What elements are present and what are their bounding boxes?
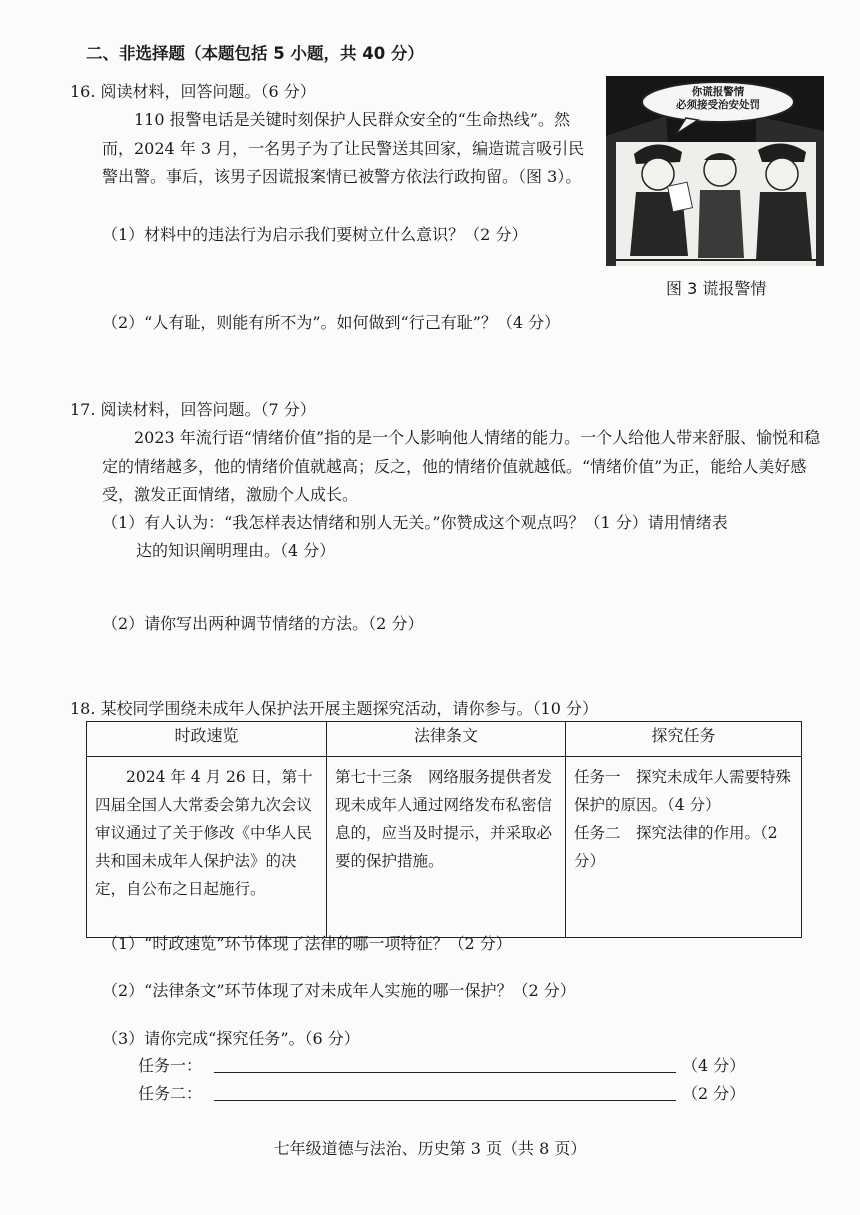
question-18-sub2: （2）“法律条文”环节体现了对未成年人实施的哪一保护？（2 分） [102, 981, 576, 1000]
task2-answer-line[interactable] [214, 1100, 676, 1101]
header-news: 时政速览 [87, 722, 327, 757]
question-17-title: 17. 阅读材料，回答问题。（7 分） [70, 400, 316, 419]
question-18-sub3: （3）请你完成“探究任务”。（6 分） [102, 1029, 360, 1048]
question-17-sub2: （2）请你写出两种调节情绪的方法。（2 分） [102, 614, 424, 633]
question-17-material: 2023 年流行语“情绪价值”指的是一个人影响他人情绪的能力。一个人给他人带来舒服、愉悦和稳定的情绪越多，他的情绪价值就越高；反之，他的情绪价值就越低。“情绪价值”为正，能给人美好感受，激发正面情绪，激励个人成长。 [102, 428, 821, 504]
cell-law-article: 第七十三条 网络服务提供者发现未成年人通过网络发布私密信息的，应当及时提示，并采取必要的保护措施。 [327, 757, 566, 938]
header-law-article: 法律条文 [327, 722, 566, 757]
task1-text: 任务一 探究未成年人需要特殊保护的原因。（4 分） [574, 768, 792, 814]
task1-answer-line[interactable] [214, 1072, 676, 1073]
speech-bubble-line1: 你谎报警情 [691, 86, 745, 98]
table-header-row [87, 722, 802, 757]
law-activity-table [86, 721, 802, 938]
question-18-sub1: （1）“时政速览”环节体现了法律的哪一项特征？（2 分） [102, 934, 512, 953]
task2-label: 任务二： [138, 1084, 203, 1103]
section-title: 二、非选择题（本题包括 5 小题，共 40 分） [86, 44, 424, 63]
police-cartoon-figure [606, 76, 824, 266]
task2-text: 任务二 探究法律的作用。（2 分） [574, 824, 778, 870]
question-18-title: 18. 某校同学围绕未成年人保护法开展主题探究活动，请你参与。（10 分） [70, 699, 598, 718]
speech-bubble [650, 86, 786, 112]
task1-label: 任务一： [138, 1056, 203, 1075]
figure-caption: 图 3 谎报警情 [666, 279, 767, 298]
question-17-sub1-line2: 达的知识阐明理由。（4 分） [136, 541, 336, 560]
speech-bubble-line2: 必须接受治安处罚 [676, 99, 760, 111]
question-16-title: 16. 阅读材料，回答问题。（6 分） [70, 82, 316, 101]
table-row [87, 757, 802, 938]
cell-inquiry-task [566, 757, 802, 938]
question-17-sub1-line1: （1）有人认为：“我怎样表达情绪和别人无关。”你赞成这个观点吗？（1 分）请用情绪表 [102, 513, 728, 532]
question-16-material: 110 报警电话是关键时刻保护人民群众安全的“生命热线”。然而，2024 年 3 月，一名男子为了让民警送其回家，编造谎言吸引民警出警。事后，该男子因谎报案情已被警方依法行政拘留。（图 3）。 [102, 110, 585, 186]
question-16-sub2: （2）“人有耻，则能有所不为”。如何做到“行己有耻”？（4 分） [102, 313, 561, 332]
question-16-sub1: （1）材料中的违法行为启示我们要树立什么意识？（2 分） [102, 225, 528, 244]
task2-points: （2 分） [682, 1084, 746, 1103]
cell-news: 2024 年 4 月 26 日，第十四届全国人大常委会第九次会议审议通过了关于修改《中华人民共和国未成年人保护法》的决定，自公布之日起施行。 [87, 757, 327, 938]
page-footer: 七年级道德与法治、历史第 3 页（共 8 页） [273, 1139, 587, 1158]
task1-points: （4 分） [682, 1056, 746, 1075]
header-inquiry-task: 探究任务 [566, 722, 802, 757]
